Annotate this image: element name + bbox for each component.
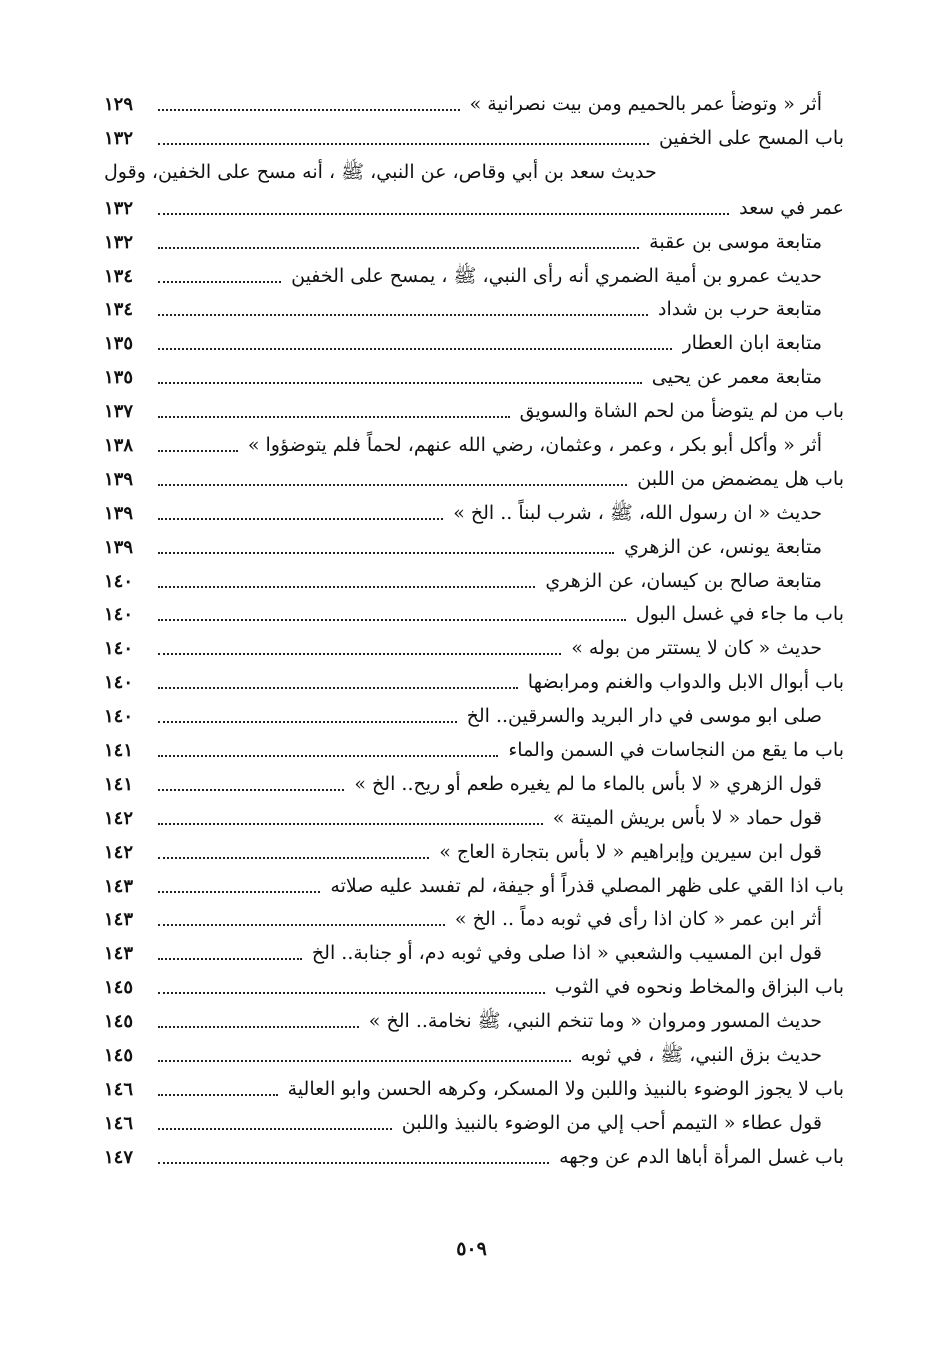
dot-leader: [158, 237, 639, 249]
toc-entry: [104, 327, 844, 361]
toc-entry-page: ١٣٩: [104, 502, 134, 524]
toc-entry-title: باب أبوال الابل والدواب والغنم ومرابضها: [527, 671, 844, 694]
toc-entry-title: باب المسح على الخفين: [659, 126, 844, 149]
toc-entry-title: حديث المسور ومروان « وما تنخم النبي، ﷺ نخامة.. الخ »: [368, 1010, 822, 1033]
toc-entry-title: باب ما يقع من النجاسات في السمن والماء: [508, 739, 844, 762]
toc-entry: [104, 734, 844, 768]
toc-entry-title: حديث « ان رسول الله، ﷺ ، شرب لبناً .. الخ »: [453, 501, 822, 524]
toc-entry: [104, 156, 844, 192]
toc-entry: [104, 293, 844, 327]
toc-entry: [104, 395, 844, 429]
dot-leader: [158, 643, 561, 655]
toc-entry-title: حديث بزق النبي، ﷺ ، في ثوبه: [580, 1044, 822, 1067]
toc-entry-title: متابعة حرب بن شداد: [658, 298, 822, 321]
toc-entry: [104, 1107, 844, 1141]
toc-entry-page: ١٤٥: [104, 1011, 134, 1033]
toc-entry-title: متابعة صالح بن كيسان، عن الزهري: [545, 569, 822, 592]
dot-leader: [158, 338, 672, 350]
toc-entry: [104, 937, 844, 971]
dot-leader: [158, 711, 457, 723]
toc-entry-page: ١٤٣: [104, 875, 134, 897]
toc-entry-title: حديث عمرو بن أمية الضمري أنه رأى النبي، ﷺ ، يمسح على الخفين: [291, 264, 822, 287]
dot-leader: [158, 508, 443, 520]
toc-entry-title: متابعة موسى بن عقبة: [649, 230, 822, 253]
toc-entry-title: قول ابن سيرين وإبراهيم « لا بأس بتجارة العاج »: [439, 840, 822, 863]
toc-entry-page: ١٣٥: [104, 367, 134, 389]
toc-entry-title: متابعة ابان العطار: [682, 332, 822, 355]
toc-entry-title: قول ابن المسيب والشعبي « اذا صلى وفي ثوبه دم، أو جنابة.. الخ: [311, 942, 822, 965]
toc-entry: [104, 497, 844, 531]
dot-leader: [158, 982, 545, 994]
dot-leader: [158, 304, 648, 316]
toc-entry: [104, 1039, 844, 1073]
toc-entry-page: ١٣٢: [104, 127, 134, 149]
toc-entry-title: باب البزاق والمخاط ونحوه في الثوب: [554, 976, 844, 999]
page-number: ٥٠٩: [456, 1238, 487, 1260]
toc-entry: [104, 1073, 844, 1107]
dot-leader: [158, 609, 626, 621]
table-of-contents: [104, 88, 844, 1175]
toc-entry: [104, 429, 844, 463]
toc-entry-title: صلى ابو موسى في دار البريد والسرقين.. الخ: [466, 705, 822, 728]
toc-entry-page: ١٣٢: [104, 231, 134, 253]
toc-entry-page: ١٣٢: [104, 197, 134, 219]
toc-entry: [104, 903, 844, 937]
toc-entry-page: ١٤٦: [104, 1078, 134, 1100]
dot-leader: [158, 1084, 278, 1096]
toc-entry-title: حديث سعد بن أبي وقاص، عن النبي، ﷺ ، أنه مسح على الخفين، وقول: [104, 160, 657, 183]
toc-entry-page: ١٣٧: [104, 401, 134, 423]
toc-entry-page: ١٤٢: [104, 841, 134, 863]
dot-leader: [158, 914, 445, 926]
toc-entry: [104, 122, 844, 156]
toc-entry-page: ١٤٣: [104, 909, 134, 931]
toc-entry: [104, 361, 844, 395]
dot-leader: [158, 745, 498, 757]
toc-entry-page: ١٤٠: [104, 672, 134, 694]
dot-leader: [158, 881, 320, 893]
toc-entry-title: باب هل يمضمض من اللبن: [637, 467, 844, 490]
toc-entry-page: ١٣٨: [104, 435, 134, 457]
toc-entry-title: متابعة يونس، عن الزهري: [624, 535, 822, 558]
dot-leader: [158, 779, 344, 791]
toc-entry-page: ١٣٤: [104, 265, 134, 287]
toc-entry-page: ١٤٣: [104, 943, 134, 965]
toc-entry-title: حديث « كان لا يستتر من بوله »: [571, 637, 822, 660]
toc-entry: [104, 802, 844, 836]
dot-leader: [158, 271, 281, 283]
toc-entry: [104, 836, 844, 870]
toc-entry-title: قول عطاء « التيمم أحب إلي من الوضوء بالنبيذ واللبن: [401, 1111, 822, 1134]
toc-entry-title: باب غسل المرأة أباها الدم عن وجهه: [559, 1145, 844, 1168]
toc-entry: [104, 1005, 844, 1039]
toc-entry: [104, 870, 844, 904]
toc-entry: [104, 260, 844, 294]
toc-entry-page: ١٣٤: [104, 299, 134, 321]
toc-entry: [104, 1141, 844, 1175]
toc-entry: [104, 531, 844, 565]
toc-entry-title: باب من لم يتوضأ من لحم الشاة والسويق: [519, 400, 844, 423]
toc-entry-title: أثر « وتوضأ عمر بالحميم ومن بيت نصرانية »: [469, 93, 822, 115]
dot-leader: [158, 99, 460, 111]
dot-leader: [158, 576, 535, 588]
dot-leader: [158, 1050, 571, 1062]
toc-entry: [104, 768, 844, 802]
toc-entry-page: ١٢٩: [104, 94, 134, 115]
dot-leader: [158, 406, 510, 418]
toc-entry-page: ١٤٠: [104, 638, 134, 660]
dot-leader: [158, 813, 543, 825]
dot-leader: [158, 542, 614, 554]
toc-entry: [104, 88, 844, 122]
toc-entry-page: ١٤٠: [104, 604, 134, 626]
toc-entry-page: ١٤١: [104, 740, 134, 762]
dot-leader: [158, 677, 518, 689]
toc-entry-title: عمر في سعد: [739, 196, 844, 219]
toc-entry-page: ١٣٥: [104, 333, 134, 355]
toc-entry-title: قول الزهري « لا بأس بالماء ما لم يغيره طعم أو ريح.. الخ »: [354, 772, 822, 795]
toc-entry-title: باب ما جاء في غسل البول: [635, 603, 844, 626]
toc-entry-page: ١٣٩: [104, 468, 134, 490]
toc-entry: [104, 226, 844, 260]
toc-entry: [104, 632, 844, 666]
toc-entry-title: أثر « وأكل أبو بكر ، وعمر ، وعثمان، رضي الله عنهم، لحماً فلم يتوضؤوا »: [247, 434, 822, 457]
dot-leader: [158, 133, 649, 145]
dot-leader: [158, 1016, 359, 1028]
toc-entry-title: باب اذا القي على ظهر المصلي قذراً أو جيفة، لم تفسد عليه صلاته: [330, 874, 844, 897]
dot-leader: [158, 847, 429, 859]
toc-entry-title: قول حماد « لا بأس بريش الميتة »: [552, 806, 822, 829]
toc-entry-page: ١٤٦: [104, 1112, 134, 1134]
dot-leader: [158, 1118, 392, 1130]
toc-entry: [104, 598, 844, 632]
toc-entry-page: ١٤٠: [104, 706, 134, 728]
toc-entry-page: ١٤٢: [104, 807, 134, 829]
toc-entry-page: ١٣٩: [104, 536, 134, 558]
dot-leader: [158, 948, 302, 960]
dot-leader: [158, 440, 238, 452]
toc-entry: [104, 971, 844, 1005]
dot-leader: [158, 203, 729, 215]
toc-entry-page: ١٤٠: [104, 570, 134, 592]
toc-entry-page: ١٤٧: [104, 1146, 134, 1168]
toc-entry-page: ١٤١: [104, 773, 134, 795]
dot-leader: [158, 1152, 549, 1164]
toc-entry: [104, 192, 844, 226]
toc-entry-title: باب لا يجوز الوضوء بالنبيذ واللبن ولا المسكر، وكرهه الحسن وابو العالية: [287, 1077, 844, 1100]
toc-entry-page: ١٤٥: [104, 1045, 134, 1067]
toc-entry-title: متابعة معمر عن يحيى: [651, 366, 822, 389]
toc-entry: [104, 700, 844, 734]
dot-leader: [158, 474, 627, 486]
toc-entry-page: ١٤٥: [104, 977, 134, 999]
toc-entry: [104, 565, 844, 599]
toc-entry: [104, 463, 844, 497]
dot-leader: [158, 372, 642, 384]
toc-entry-title: أثر ابن عمر « كان اذا رأى في ثوبه دماً .. الخ »: [454, 908, 822, 931]
toc-entry: [104, 666, 844, 700]
